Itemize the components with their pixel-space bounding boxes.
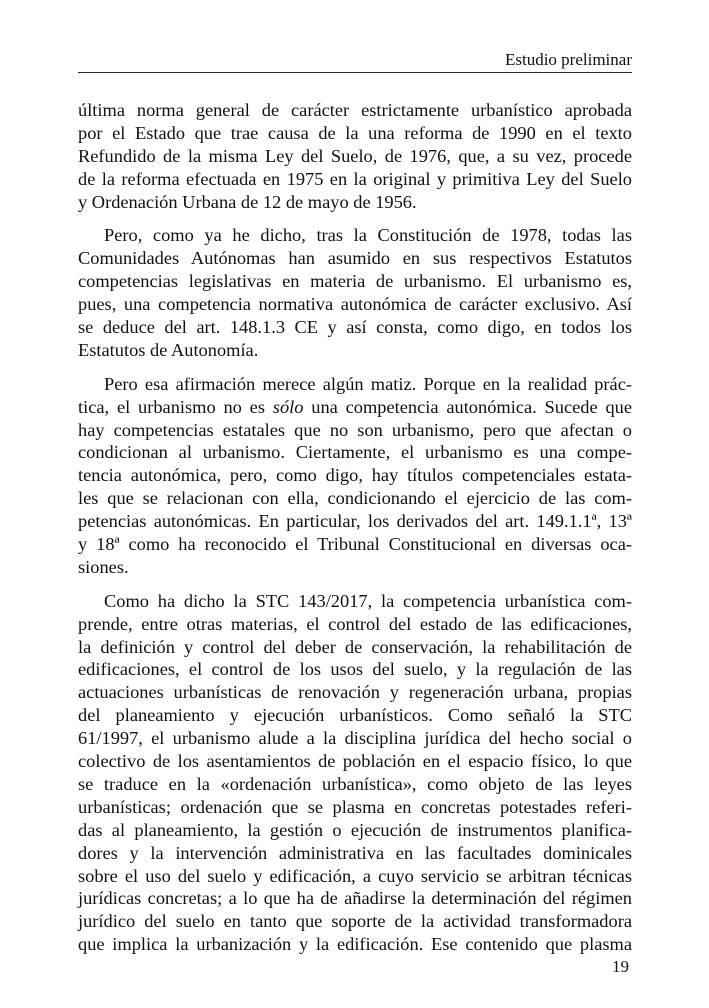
text-line: actuaciones urbanísticas de renovación y regeneración urbana, propias xyxy=(78,682,632,703)
text-line: dores y la intervención administrativa en las facultades dominicales xyxy=(78,842,632,863)
text-line: la definición y control del deber de conservación, la rehabilitación de xyxy=(78,636,632,657)
paragraph-1 xyxy=(78,99,632,213)
text-line: sobre el uso del suelo y edificación, a cuyo servicio se arbitran técnicas xyxy=(78,865,632,886)
text-line: se traduce en la «ordenación urbanística», como objeto de las leyes xyxy=(78,773,632,794)
text-line: y Ordenación Urbana de 12 de mayo de 1956. xyxy=(78,191,417,212)
text-line: se deduce del art. 148.1.3 CE y así consta, como digo, en todos los xyxy=(78,317,632,338)
paragraph-2 xyxy=(78,224,632,361)
emphasized-word: sólo xyxy=(272,396,304,417)
text-line: Comunidades Autónomas han asumido en sus respectivos Estatutos xyxy=(78,248,632,269)
text-line: Como ha dicho la STC 143/2017, la competencia urbanística com- xyxy=(104,590,632,611)
text-line: Estatutos de Autonomía. xyxy=(78,339,259,360)
text-line: del planeamiento y ejecución urbanísticos. Como señaló la STC xyxy=(78,705,632,726)
text-line: jurídico del suelo en tanto que soporte de la actividad transformadora xyxy=(78,911,632,932)
text-line: tica, el urbanismo no es sólo una competencia autonómica. Sucede que xyxy=(78,396,632,417)
text-line: última norma general de carácter estrictamente urbanístico aprobada xyxy=(78,100,632,120)
text-line: Refundido de la misma Ley del Suelo, de 1976, que, a su vez, procede xyxy=(78,145,632,166)
text-line: por el Estado que trae causa de la una reforma de 1990 en el texto xyxy=(78,122,632,143)
running-title: Estudio preliminar xyxy=(504,50,632,69)
text-line: que implica la urbanización y la edificación. Ese contenido que plasma xyxy=(78,934,632,955)
text-line: 61/1997, el urbanismo alude a la disciplina jurídica del hecho social o xyxy=(78,728,632,749)
text-line: das al planeamiento, la gestión o ejecución de instrumentos planifica- xyxy=(78,819,632,840)
text-line: jurídicas concretas; a lo que ha de añadirse la determinación del régimen xyxy=(78,888,632,909)
text-line: siones. xyxy=(78,556,129,577)
text-line: y 18ª como ha reconocido el Tribunal Constitucional en diversas oca- xyxy=(78,534,632,555)
paragraph-3 xyxy=(78,373,632,579)
text-line: de la reforma efectuada en 1975 en la original y primitiva Ley del Suelo xyxy=(78,168,632,189)
text-line: urbanísticas; ordenación que se plasma en concretas potestades referi- xyxy=(78,796,632,817)
text-line: colectivo de los asentamientos de población en el espacio físico, lo que xyxy=(78,751,632,772)
paragraph-4 xyxy=(78,590,632,956)
text-line: prende, entre otras materias, el control del estado de las edificaciones, xyxy=(78,613,632,634)
text-line: hay competencias estatales que no son urbanismo, pero que afectan o xyxy=(78,419,632,440)
page-number: 19 xyxy=(612,957,629,976)
body-text xyxy=(78,99,632,967)
text-line: pues, una competencia normativa autonómica de carácter exclusivo. Así xyxy=(78,294,632,315)
text-line: tencia autonómica, pero, como digo, hay títulos competenciales estata- xyxy=(78,465,632,486)
text-line: petencias autonómicas. En particular, los derivados del art. 149.1.1ª, 13ª xyxy=(78,511,632,532)
text-line: les que se relacionan con ella, condicionando el ejercicio de las com- xyxy=(78,488,632,509)
text-line: edificaciones, el control de los usos del suelo, y la regulación de las xyxy=(78,659,632,680)
running-header xyxy=(78,46,632,73)
text-line: condicionan al urbanismo. Ciertamente, el urbanismo es una compe- xyxy=(78,442,632,463)
text-line: Pero, como ya he dicho, tras la Constitución de 1978, todas las xyxy=(104,225,632,246)
text-line: Pero esa afirmación merece algún matiz. Porque en la realidad prác- xyxy=(104,373,632,394)
text-line: competencias legislativas en materia de urbanismo. El urbanismo es, xyxy=(78,271,632,292)
